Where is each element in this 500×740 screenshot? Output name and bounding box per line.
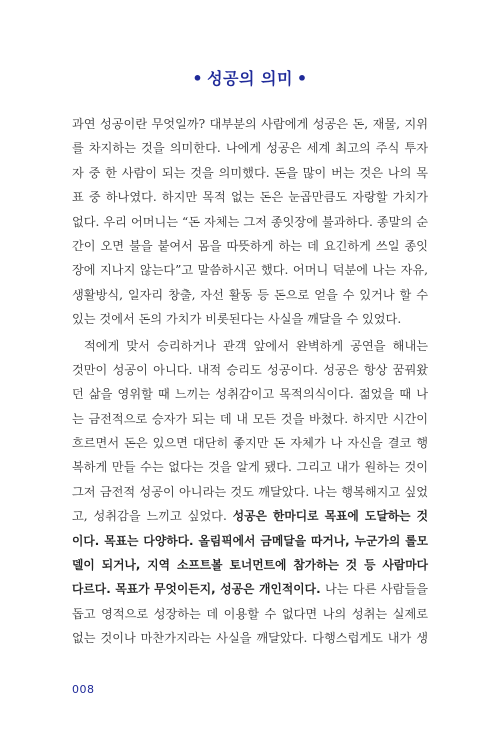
plain-text: 고, 성취감을 느끼고 싶었다. <box>72 509 233 524</box>
title-bullet-right: • <box>296 69 308 88</box>
text-line: 없는 것이나 마찬가지라는 사실을 깨달았다. 다행스럽게도 내가 생 <box>72 631 428 646</box>
text-line-mixed <box>72 504 428 528</box>
chapter-title <box>0 66 500 89</box>
text-line: 것만이 성공이 아니다. 내적 승리도 성공이다. 성공은 항상 꿈꿔왔 <box>72 362 428 377</box>
bold-emphasis: 이다. 목표는 다양하다. 올림픽에서 금메달을 따거나, 누군가의 롤모 <box>72 533 428 548</box>
paragraph-1 <box>72 112 428 332</box>
text-line: 던 삶을 영위할 때 느끼는 성취감이고 목적의식이다. 젊었을 때 나 <box>72 387 428 402</box>
plain-text: 나는 다른 사람들을 <box>320 582 428 597</box>
text-line: 는 금전적으로 승자가 되는 데 내 모든 것을 바쳤다. 하지만 시간이 <box>72 411 428 426</box>
text-line: 그저 금전적 성공이 아니라는 것도 깨달았다. 나는 행복해지고 싶었 <box>72 484 428 499</box>
text-line: 표 중 하나였다. 하지만 목적 없는 돈은 눈곱만큼도 자랑할 가치가 <box>72 190 428 205</box>
text-line-bold <box>72 553 428 577</box>
text-line: 장에 지나지 않는다”고 말씀하시곤 했다. 어머니 덕분에 나는 자유, <box>72 263 428 278</box>
text-line: 없다. 우리 어머니는 “돈 자체는 그저 종잇장에 불과하다. 종말의 순 <box>72 214 428 229</box>
bold-emphasis: 다르다. 목표가 무엇이든지, 성공은 개인적이다. <box>72 582 321 597</box>
bold-emphasis: 성공은 한마디로 목표에 도달하는 것 <box>232 509 428 524</box>
text-line: 흐르면서 돈은 있으면 대단히 좋지만 돈 자체가 나 자신을 결코 행 <box>72 436 428 451</box>
text-line: 적에게 맞서 승리하거나 관객 앞에서 완벽하게 공연을 해내는 <box>84 338 428 353</box>
body-text <box>72 112 428 651</box>
page-number: 008 <box>72 683 95 696</box>
bold-emphasis: 델이 되거나, 지역 소프트볼 토너먼트에 참가하는 것 등 사람마다 <box>72 558 428 573</box>
text-line: 과연 성공이란 무엇일까? 대부분의 사람에게 성공은 돈, 재물, 지위 <box>72 117 428 131</box>
text-line: 자 중 한 사람이 되는 것을 의미했다. 돈을 많이 버는 것은 나의 목 <box>72 165 428 180</box>
text-line-mixed <box>72 577 428 601</box>
text-line-bold <box>72 529 428 553</box>
text-line: 를 차지하는 것을 의미한다. 나에게 성공은 세계 최고의 주식 투자 <box>72 141 428 156</box>
text-line: 생활방식, 일자리 창출, 자선 활동 등 돈으로 얻을 수 있거나 할 수 <box>72 287 428 302</box>
text-line: 간이 오면 불을 붙여서 몸을 따뜻하게 하는 데 요긴하게 쓰일 종잇 <box>72 238 428 253</box>
paragraph-2 <box>72 334 428 651</box>
title-bullet-left: • <box>192 69 204 88</box>
text-line: 복하게 만들 수는 없다는 것을 알게 됐다. 그리고 내가 원하는 것이 <box>72 460 428 475</box>
text-line: 있는 것에서 돈의 가치가 비롯된다는 사실을 깨달을 수 있었다. <box>72 312 402 327</box>
text-line: 돕고 영적으로 성장하는 데 이용할 수 없다면 나의 성취는 실제로 <box>72 606 428 621</box>
title-text: 성공의 의미 <box>207 69 293 88</box>
